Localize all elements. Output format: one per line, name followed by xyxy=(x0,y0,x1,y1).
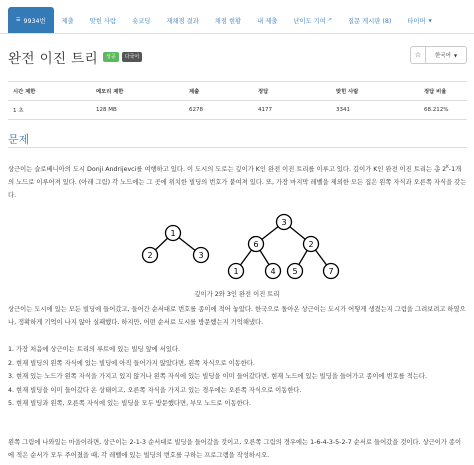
tab-label: 제출 xyxy=(61,17,74,25)
favorite-button[interactable] xyxy=(410,46,426,64)
tab-label: 질문 게시판 (8) xyxy=(348,17,392,25)
problem-info-table xyxy=(8,81,467,120)
visit-rules-list xyxy=(8,343,467,411)
tab-problem-label: 9934번 xyxy=(23,17,46,25)
tree-node-label: 1 xyxy=(233,267,239,276)
tree-node-label: 3 xyxy=(198,251,204,260)
section-title: 문제 xyxy=(8,133,30,146)
description-text: 상근이는 슬로베니아의 도시 Donji Andrijevci를 여행하고 있다. 이 도시의 도로는 깊이가 K인 완전 이진 트리를 이루고 있다. 깊이가 K인 완전 이진 트리는 총 2 xyxy=(8,166,447,173)
tree-node-label: 3 xyxy=(281,218,287,227)
tab-label: 타이머 xyxy=(407,17,426,25)
problem-description xyxy=(8,163,467,202)
tab-question-board[interactable] xyxy=(340,7,399,33)
problem-description-3: 왼쪽 그림에 나와있는 마을이라면, 상근이는 2-1-3 순서대로 빌딩을 들어갔을 것이고, 오른쪽 그림의 경우에는 1-6-4-3-5-2-7 순서로 들어갔을 것이다. 상근이가 종이에 적은 순서가 모두 주어졌을 때, 각 레벨에 있는 빌딩의 번호를 구하는 프로그램을 작성하시오. xyxy=(8,439,462,459)
tab-my-submissions[interactable] xyxy=(249,7,285,33)
list-item: 2. 현재 빌딩의 왼쪽 자식에 있는 빌딩에 아직 들어가지 않았다면, 왼쪽 자식으로 이동한다. xyxy=(8,359,255,367)
star-icon: ☆ xyxy=(414,51,422,59)
tree-node-label: 5 xyxy=(292,267,298,276)
tab-label: 맞힌 사람 xyxy=(89,17,117,25)
tab-label: 재채점 결과 xyxy=(166,17,199,25)
problem-nav-tabs xyxy=(0,0,474,34)
language-label: 한국어 xyxy=(434,53,451,59)
table-cell: 68.212% xyxy=(419,101,467,120)
table-header: 시간 제한 xyxy=(8,82,91,101)
table-cell: 128 MB xyxy=(91,101,184,120)
tab-problem[interactable] xyxy=(8,7,54,33)
list-item: 4. 현재 빌딩을 이미 들어갔다 온 상태이고, 오른쪽 자식을 가지고 있는 경우에는 오른쪽 자식으로 이동한다. xyxy=(8,386,302,394)
table-row xyxy=(8,101,467,120)
table-header: 정답 비율 xyxy=(419,82,467,101)
list-item: 5. 현재 빌딩과 왼쪽, 오른쪽 자식에 있는 빌딩을 모두 방문했다면, 부모 노드로 이동한다. xyxy=(8,400,251,407)
caret-down-icon: ▼ xyxy=(453,52,458,58)
tree-node-label: 6 xyxy=(253,240,259,249)
description-text-cont: -1개의 노드로 이루어져 있다. (아래 그림) 각 노드에는 그 곳에 위치한 빌딩의 번호가 붙여져 있다. 또, 가장 마지막 레벨을 제외한 모든 집은 왼쪽 자식과 오른쪽 자식을 갖는다. xyxy=(8,166,467,199)
tab-submit[interactable] xyxy=(54,7,82,33)
tab-short-coding[interactable] xyxy=(124,7,158,33)
tab-timer[interactable] xyxy=(399,7,439,33)
table-header: 맞힌 사람 xyxy=(331,82,419,101)
tab-rejudge-results[interactable] xyxy=(158,7,206,33)
tree-figure xyxy=(131,211,347,289)
list-item: 1. 가장 처음에 상근이는 트리의 루트에 있는 빌딩 앞에 서있다. xyxy=(8,346,181,353)
list-icon: ☰ xyxy=(16,17,21,23)
caret-down-icon: ▼ xyxy=(428,17,432,23)
problem-description-2: 상근이는 도시에 있는 모든 빌딩에 들어갔고, 들어간 순서대로 번호를 종이에 적어 놓았다. 한국으로 돌아온 상근이는 도시가 어떻게 생겼는지 그림을 그려보려고 하였으나, 정확하게 기억이 나지 않아 실패했다. 하지만, 어떤 순서로 도시를 방문했는지 기억해냈다. xyxy=(8,306,466,326)
tab-solvers[interactable] xyxy=(82,7,124,33)
binary-tree-diagram xyxy=(131,211,347,289)
status-badge-multilingual: 다국어 xyxy=(122,52,143,62)
status-badge-success: 성공 xyxy=(103,52,119,62)
external-link-icon: ↗ xyxy=(327,17,332,23)
tree-node-label: 1 xyxy=(170,229,176,238)
page-title: 완전 이진 트리 xyxy=(8,51,99,67)
tab-label: 난이도 기여 xyxy=(293,17,326,25)
figure-caption: 깊이가 2와 3인 완전 이진 트리 xyxy=(194,291,280,298)
tree-node-label: 2 xyxy=(147,251,153,260)
table-cell: 6278 xyxy=(184,101,253,120)
language-select-button[interactable] xyxy=(425,46,467,64)
table-header: 메모리 제한 xyxy=(91,82,184,101)
list-item: 3. 현재 있는 노드가 왼쪽 자식을 가지고 있지 않거나 왼쪽 자식에 있는 빌딩을 이미 들어갔다면, 현재 노드에 있는 빌딩을 들어가고 종이에 번호를 적는다. xyxy=(8,373,428,380)
table-cell: 1 초 xyxy=(8,101,91,120)
table-cell: 4177 xyxy=(253,101,331,120)
tab-status[interactable] xyxy=(207,7,249,33)
tree-node-label: 7 xyxy=(328,267,334,276)
table-header: 제출 xyxy=(184,82,253,101)
problem-section-header xyxy=(8,131,467,148)
tab-difficulty-contribution[interactable] xyxy=(285,7,340,33)
table-cell: 3341 xyxy=(331,101,419,120)
tab-label: 숏코딩 xyxy=(132,17,151,25)
tab-label: 채점 현황 xyxy=(214,17,242,25)
table-header: 정답 xyxy=(253,82,331,101)
superscript-k: K xyxy=(446,163,449,169)
table-header-row xyxy=(8,82,467,101)
tab-label: 내 제출 xyxy=(257,17,278,25)
problem-title-row xyxy=(8,46,142,68)
tree-node-label: 2 xyxy=(308,240,314,249)
tree-node-label: 4 xyxy=(270,267,276,276)
